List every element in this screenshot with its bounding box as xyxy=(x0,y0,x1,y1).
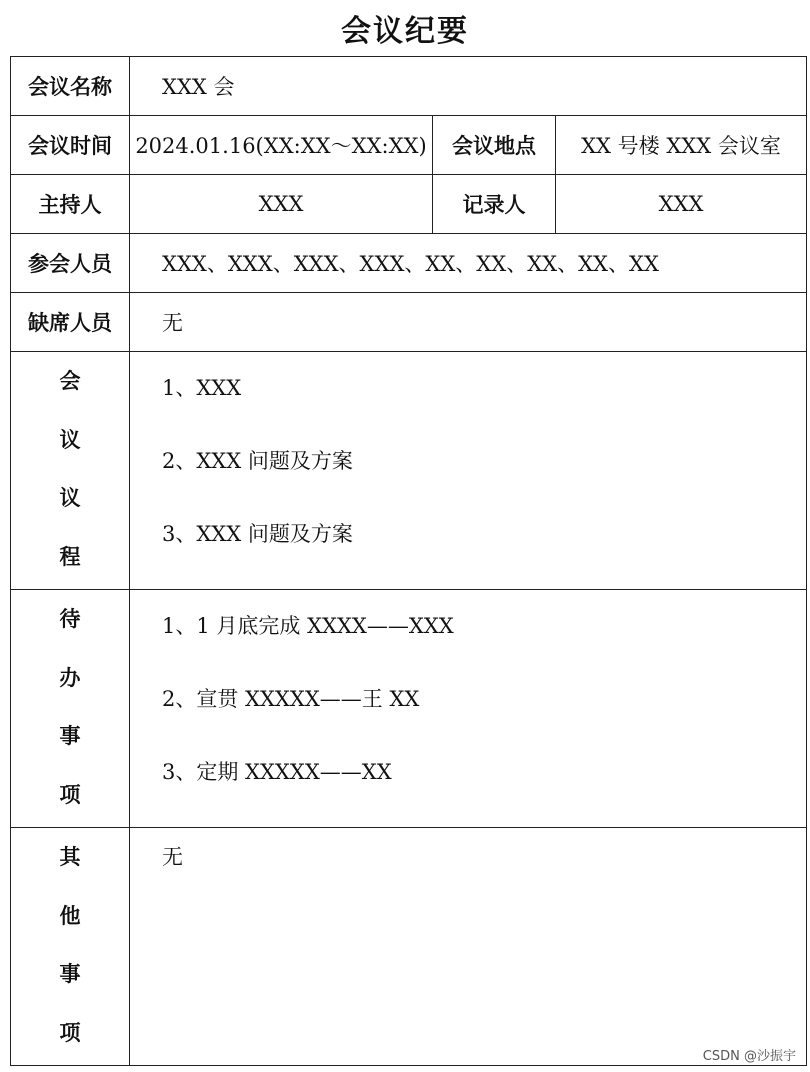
row-other xyxy=(11,828,807,1066)
todo-label-char: 待 xyxy=(59,606,81,631)
todo-items xyxy=(130,590,807,828)
meeting-name-label: 会议名称 xyxy=(11,57,130,116)
agenda-item: 2、XXX 问题及方案 xyxy=(162,449,353,473)
agenda-label-char: 会 xyxy=(59,368,81,393)
row-todo xyxy=(11,590,807,828)
meeting-time-value: 2024.01.16(XX:XX～XX:XX) xyxy=(130,116,433,175)
agenda-label-char: 议 xyxy=(59,485,81,510)
attendees-value: XXX、XXX、XXX、XXX、XX、XX、XX、XX、XX xyxy=(130,234,807,293)
attendees-label: 参会人员 xyxy=(11,234,130,293)
agenda-items xyxy=(130,352,807,590)
host-value: XXX xyxy=(130,175,433,234)
meeting-place-value: XX 号楼 XXX 会议室 xyxy=(556,116,807,175)
other-label-char: 项 xyxy=(59,1019,81,1045)
todo-item: 1、1 月底完成 XXXX——XXX xyxy=(162,614,454,638)
page-title: 会议纪要 xyxy=(341,14,469,49)
meeting-place-label: 会议地点 xyxy=(433,116,556,175)
todo-item: 2、宣贯 XXXXX——王 XX xyxy=(162,687,420,711)
minutes-table xyxy=(10,56,807,1066)
meeting-time-label: 会议时间 xyxy=(11,116,130,175)
other-label-char: 他 xyxy=(59,902,81,928)
row-absentees xyxy=(11,293,807,352)
recorder-label: 记录人 xyxy=(433,175,556,234)
row-meeting-time xyxy=(11,116,807,175)
other-label xyxy=(11,828,130,1066)
row-agenda xyxy=(11,352,807,590)
agenda-item: 3、XXX 问题及方案 xyxy=(162,522,353,546)
row-meeting-name xyxy=(11,57,807,116)
other-label-char: 其 xyxy=(59,844,81,869)
todo-label-char: 办 xyxy=(59,664,81,690)
absentees-value: 无 xyxy=(130,293,807,352)
agenda-item: 1、XXX xyxy=(162,376,242,400)
watermark: CSDN @沙振宇 xyxy=(702,1049,796,1064)
other-label-char: 事 xyxy=(59,961,81,986)
row-attendees xyxy=(11,234,807,293)
todo-label-char: 项 xyxy=(59,781,81,807)
todo-label xyxy=(11,590,130,828)
agenda-label-char: 程 xyxy=(59,543,81,569)
agenda-label xyxy=(11,352,130,590)
host-label: 主持人 xyxy=(11,175,130,234)
other-value-cell xyxy=(130,828,807,1066)
meeting-name-value: XXX 会 xyxy=(130,57,807,116)
recorder-value: XXX xyxy=(556,175,807,234)
todo-label-char: 事 xyxy=(59,723,81,748)
agenda-label-char: 议 xyxy=(59,426,81,452)
todo-item: 3、定期 XXXXX——XX xyxy=(162,760,392,784)
absentees-label: 缺席人员 xyxy=(11,293,130,352)
other-value: 无 xyxy=(162,845,183,869)
row-host xyxy=(11,175,807,234)
